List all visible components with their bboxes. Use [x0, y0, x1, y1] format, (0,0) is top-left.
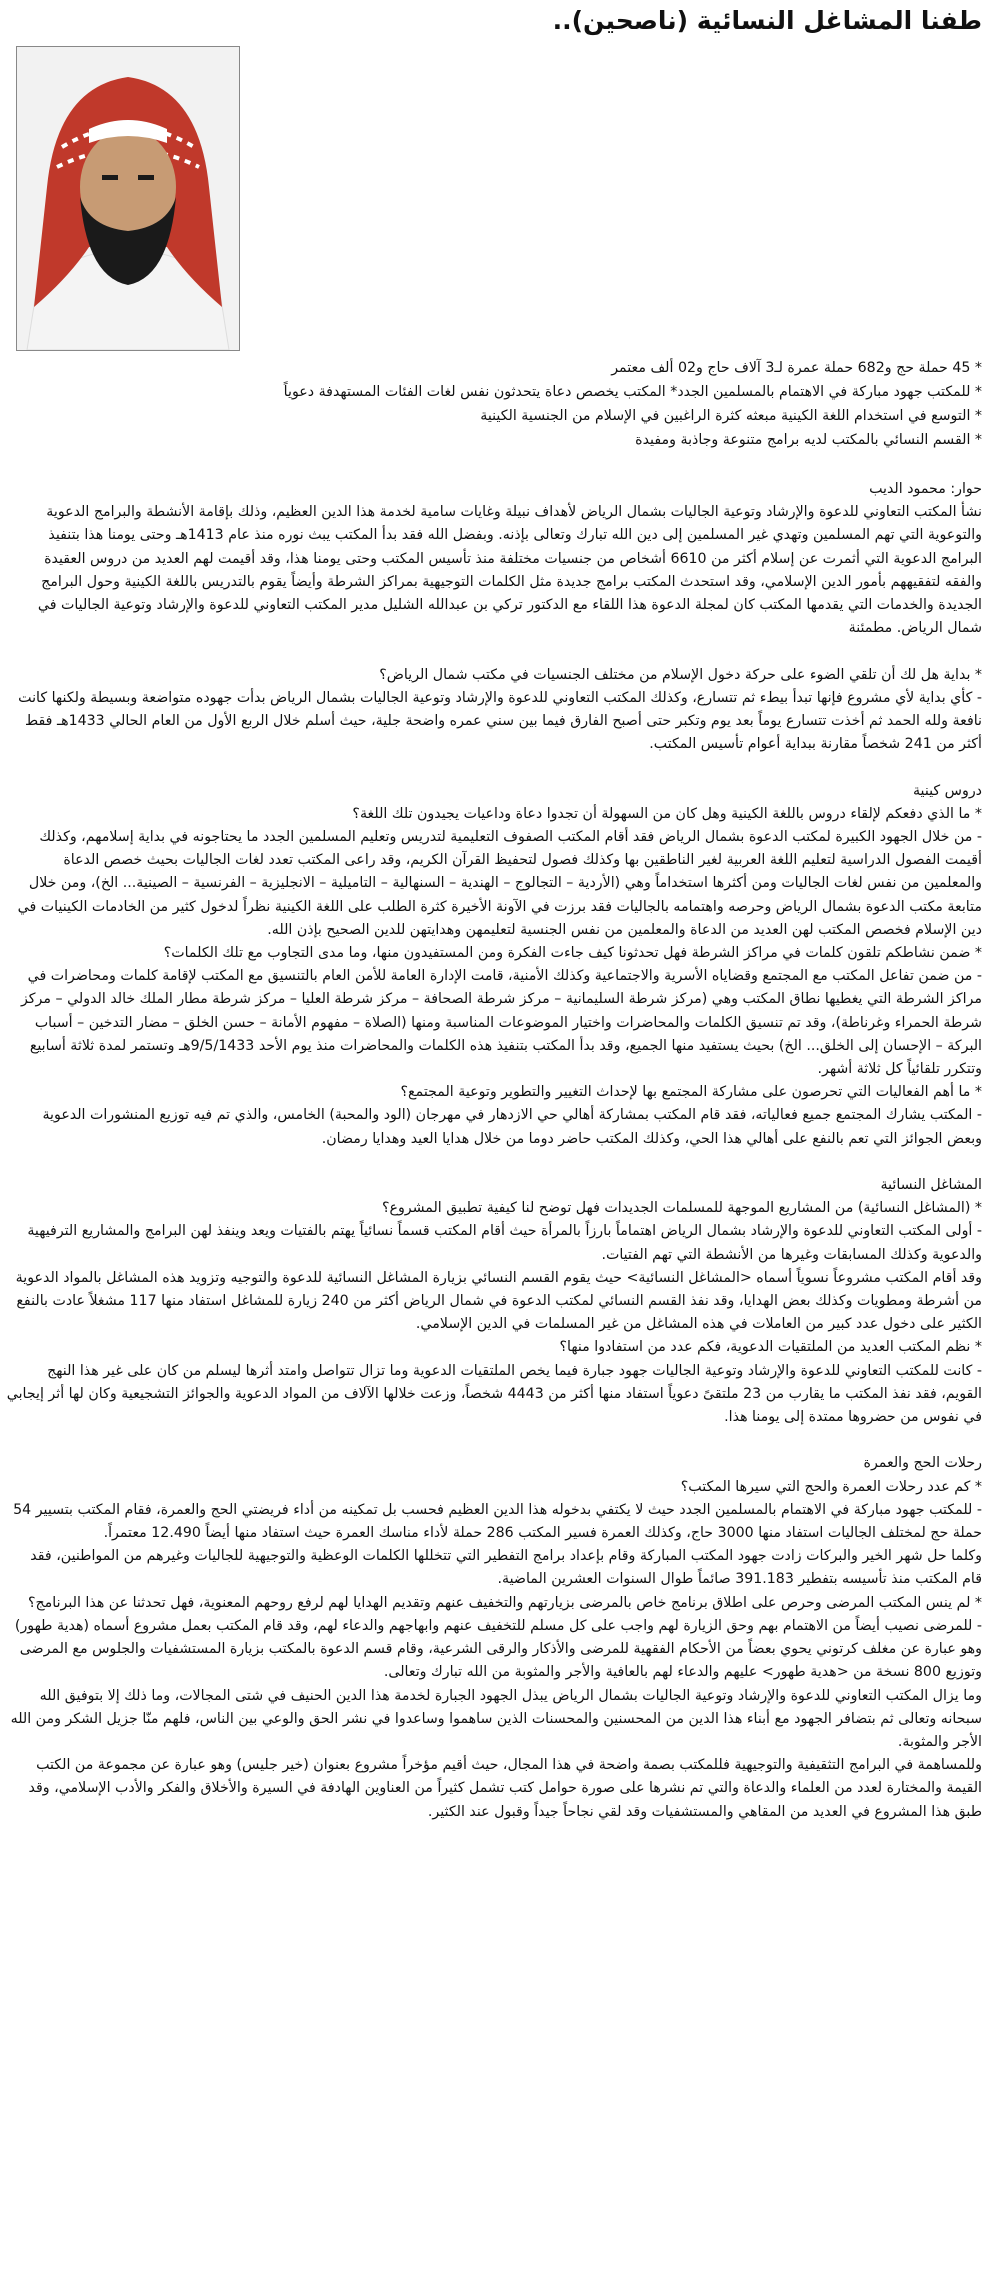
paragraph: وللمساهمة في البرامج التثقيفية والتوجيهية فللمكتب بصمة واضحة في هذا المجال، حيث أقيم مؤخراً مشروع بعنوان (خير جليس) وهو عبارة عن مجموعة من الكتب القيمة والمختارة لعدد من العلماء والدعاة والتي تم نشرها على صورة حوامل كتب تشمل كثيراً من العناوين الهادفة في السيرة والأخلاق والفكر والأدب الإسلامي، وقد طبق هذا المشروع في العديد من المقاهي والمستشفيات وقد لقي نجاحاً جيداً وقبول عند الكثير.: [28, 1757, 982, 1820]
byline: حوار: محمود الديب: [869, 481, 982, 497]
paragraph: * كم عدد رحلات العمرة والحج التي سيرها المكتب؟: [680, 1478, 982, 1495]
paragraph: - من ضمن تفاعل المكتب مع المجتمع وقضاياه الأسرية والاجتماعية وكذلك الأمنية، قامت الإدارة العامة للأمن العام بالتنسيق مع المكتب لإقامة كلمات ومحاضرات في مراكز الشرطة التي يغطيها نطاق المكتب وهي (مركز شرطة السليمانية – مركز شرطة الصحافة – مركز شرطة العليا – مركز شرطة مطار الملك خالد الدولي – مركز شرطة الحمراء وغرناطة)، وقد تم تنسيق الكلمات والمحاضرات واختيار الموضوعات المناسبة ومنها (الصلاة – مفهوم الأمانة – حسن الخلق – مضار التدخين – أسباب البركة – الإحسان إلى الخلق... الخ) بحيث يستفيد منها الجميع، وقد بدأ المكتب بتنفيذ هذه الكلمات والمحاضرات منذ يوم الأحد 9/5/1433هـ وتستمر لمدة ثلاثة أسابيع وتتكرر تلقائياً كل ثلاثة أشهر.: [20, 968, 982, 1078]
highlight-item: * للمكتب جهود مباركة في الاهتمام بالمسلمين الجدد* المكتب يخصص دعاة يتحدثون نفس لغات الفئات المستهدفة دعوياً: [283, 384, 982, 400]
paragraph: * لم ينس المكتب المرضى وحرص على اطلاق برنامج خاص بالمرضى بزيارتهم والتخفيف عنهم وتقديم الهدايا لهم لرفع روحهم المعنوية، فهل تحدثنا عن هذا البرنامج؟: [27, 1594, 982, 1611]
paragraph: - كأي بداية لأي مشروع فإنها تبدأ بيطء ثم تتسارع، وكذلك المكتب التعاوني للدعوة والإرشاد وتوعية الجاليات بشمال الرياض بدأت جهوده متواضعة وبسيطة ولكنها كانت نافعة ولله الحمد ثم أخذت تتسارع يوماً بعد يوم وتكبر حتى أصبح الفارق فيما بين سني عمره واضحة جلية، حيث أسلم خلال الربع الأول من العام الحالي 1433هـ فقط أكثر من 241 شخصاً مقارنة ببداية أعوام تأسيس المكتب.: [18, 689, 982, 753]
article-highlights: [182, 356, 982, 452]
section-title: المشاغل النسائية: [880, 1177, 982, 1194]
paragraph: * نظم المكتب العديد من الملتقيات الدعوية، فكم عدد من استفادوا منها؟: [559, 1339, 982, 1356]
paragraph: * ما أهم الفعاليات التي تحرصون على مشاركة المجتمع بها لإحداث التغيير والتطوير وتوعية المجتمع؟: [400, 1084, 982, 1101]
paragraph: - أولى المكتب التعاوني للدعوة والإرشاد بشمال الرياض اهتماماً بارزاً بالمرأة حيث أقام المكتب قسماً نسائياً يهتم بالفتيات ويعد وينفذ لهن البرامج والمشاريع الترفيهية والدعوية وكذلك المسابقات وغيرها من الأنشطة التي تهم الفتيات.: [27, 1223, 982, 1263]
paragraph: - للمكتب جهود مباركة في الاهتمام بالمسلمين الجدد حيث لا يكتفي بدخوله هذا الدين العظيم فحسب بل تمكينه من أداء فريضتي الحج والعمرة، فقام المكتب بتسيير 54 حملة حج لمختلف الجاليات استفاد منها 3000 حاج، وكذلك العمرة فسير المكتب 286 حملة لأداء مناسك العمرة حيث استفاد منها أيضاً 12.490 معتمراً.: [13, 1501, 982, 1542]
section-title: رحلات الحج والعمرة: [863, 1455, 982, 1472]
paragraph: - للمرضى نصيب أيضاً من الاهتمام بهم وحق الزيارة لهم واجب على كل مسلم للتخفيف عنهم وابهاجهم والدعاء لهم، وقد قام المكتب بعمل مشروع أسماه (هدية طهور) وهو عبارة عن مغلف كرتوني يحوي بعضاً من الأحكام الفقهية للمرضى والأذكار والرقى الشرعية، وقام قسم الدعوة بالمكتب بزيارة المستشفيات والجلوس مع المرضى وتوزيع 800 نسخة من <هدية طهور> عليهم والدعاء لهم بالعافية والأجر والمثوبة من الله تبارك وتعالى.: [14, 1617, 982, 1681]
paragraph: * (المشاغل النسائية) من المشاريع الموجهة للمسلمات الجديدات فهل توضح لنا كيفية تطبيق المشروع؟: [381, 1200, 982, 1217]
highlight-item: * القسم النسائي بالمكتب لديه برامج متنوعة وجاذبة ومفيدة: [635, 432, 982, 448]
portrait-photo-icon: [17, 47, 239, 350]
article-headline: طفنا المشاغل النسائية (ناصحين)..: [552, 6, 982, 35]
paragraph: * بداية هل لك أن تلقي الضوء على حركة دخول الإسلام من مختلف الجنسيات في مكتب شمال الرياض؟: [379, 666, 982, 683]
paragraph: وما يزال المكتب التعاوني للدعوة والإرشاد وتوعية الجاليات بشمال الرياض يبذل الجهود الجبارة لخدمة هذا الدين الحنيف في شتى المجالات، وما ذلك إلا بتوفيق الله سبحانه وتعالى ثم بتضافر الجهود مع أبناء هذا الدين من المحسنين والمحسنات الذين ساهموا وساعدوا في نشر الحق والوعي بين الناس، فلهم منّا جزيل الشكر ومن الله الأجر والمثوبة.: [10, 1687, 982, 1750]
paragraph: وقد أقام المكتب مشروعاً نسوياً أسماه <المشاغل النسائية> حيث يقوم القسم النسائي بزيارة المشاغل النسائية للدعوة والتوجيه وتزويد هذه المشاغل بالمواد الدعوية من أشرطة ومطويات وكذلك بعض الهدايا، وقد نفذ القسم النسائي لمكتب الدعوة في شمال الرياض أكثر من 240 زيارة للمشاغل استفاد منها 117 مشغلاً عادت بالنفع الكثير على دخول عدد كبير من العاملات في هذه المشاغل من غير المسلمات في الدين الإسلامي.: [15, 1269, 982, 1333]
paragraph: * ما الذي دفعكم لإلقاء دروس باللغة الكينية وهل كان من السهولة أن تجدوا دعاة وداعيات يجيدون تلك اللغة؟: [352, 805, 982, 822]
paragraph: * ضمن نشاطكم تلقون كلمات في مراكز الشرطة فهل تحدثونا كيف جاءت الفكرة ومن المستفيدون منها، وما مدى التجاوب مع تلك الكلمات؟: [163, 945, 982, 962]
paragraph: - المكتب يشارك المجتمع جميع فعالياته، فقد قام المكتب بمشاركة أهالي حي الازدهار في مهرجان (الود والمحبة) الخامس، والذي تم فيه توزيع المنشورات الدعوية وبعض الجوائز التي تعم بالنفع على أهالي هذا الحي، وكذلك المكتب حاضر دوما من خلال هدايا العيد وهدايا رمضان.: [42, 1107, 982, 1147]
paragraph: وكلما حل شهر الخير والبركات زادت جهود المكتب المباركة وقام بإعداد برامج التفطير التي تتخللها الكلمات الوعظية والتوجيهية للجاليات وغيرهم من المواطنين، فقد قام المكتب منذ تأسيسه بتفطير 391.183 صائماً طوال السنوات العشرين الماضية.: [30, 1548, 982, 1588]
paragraph: - كانت للمكتب التعاوني للدعوة والإرشاد وتوعية الجاليات جهود جبارة فيما يخص الملتقيات الدعوية وما تزال تتواصل وامتد أثرها ليسلم من كان على غير هذا النهج القويم، فقد نفذ المكتب ما يقارب من 23 ملتقىً دعوياً استفاد منها أكثر من 4443 شخصاً، وزعت خلالها الآلاف من المواد الدعوية والجوائز التشجيعية وكان لها أثر إيجابي في نفوس من حضروها ممتدة إلى يومنا هذا.: [6, 1362, 982, 1426]
portrait-photo: [16, 46, 240, 351]
section-title: دروس كينية: [912, 782, 982, 799]
paragraph: - من خلال الجهود الكبيرة لمكتب الدعوة بشمال الرياض فقد أقام المكتب الصفوف التعليمية لتدريس وتعليم المسلمين الجدد ما يحتاجونه في بداية إسلامهم، وكذلك أقيمت الفصول الدراسية لتعليم اللغة العربية لغير الناطقين بها وكذلك فصول لتحفيظ القرآن الكريم، وقد راعى المكتب تعدد لغات الجاليات بحيث خصص الدعاة والمعلمين من نفس لغات الجاليات ومن أكثرها استخداماً وهي (الأردية – التجالوج – الهندية – السنهالية – التاميلية – الانجليزية – الفرنسية – الصينية... الخ)، ومن خلال متابعة مكتب الدعوة بشمال الرياض وحرصه واهتمامه بالجاليات فقد برزت في الآونة الأخيرة كثرة الطلب على اللغة الكينية نظراً لدخول كثير من الخادمات الكينيات في دين الإسلام فخصص المكتب لهن العديد من الدعاة والمعلمين من نفس الجنسية لتعليمهن وهدايتهن للدين الصحيح بإذن الله.: [17, 829, 982, 938]
article-body: [6, 478, 982, 1824]
intro-paragraph: نشأ المكتب التعاوني للدعوة والإرشاد وتوعية الجاليات بشمال الرياض لأهداف نبيلة وغايات سامية لخدمة هذا الدين العظيم، وذلك بإقامة الأنشطة والبرامج الدعوية والتوعوية التي تهم المسلمين وتهدي غير المسلمين إلى دين الله تبارك وتعالى بإذنه. وبفضل الله فقد بدأ المكتب يبث نوره منذ عام 1413هـ وحتى يومنا هذا بتنفيذ البرامج الدعوية التي أثمرت عن إسلام أكثر من 6610 أشخاص من جنسيات مختلفة منذ تأسيس المكتب وحتى يومنا هذا، وقد أقيمت لهم العديد من دروس العقيدة والفقه لتفقيههم بأمور الدين الإسلامي، وقد استحدث المكتب برامج جديدة مثل الكلمات التوجيهية بمراكز الشرطة وأيضاً يقوم بالتدريس باللغة الكينية وحول البرامج الجديدة والخدمات التي يقدمها المكتب كان لمجلة الدعوة هذا اللقاء مع الدكتور تركي بن عبدالله الشليل مدير المكتب التعاوني للدعوة والإرشاد وتوعية الجاليات في شمال الرياض. مطمئنة: [37, 504, 982, 637]
highlight-item: * 45 حملة حج و682 حملة عمرة لـ3 آلاف حاج و02 ألف معتمر: [611, 360, 982, 376]
highlight-item: * التوسع في استخدام اللغة الكينية مبعثه كثرة الراغبين في الإسلام من الجنسية الكينية: [480, 408, 982, 424]
